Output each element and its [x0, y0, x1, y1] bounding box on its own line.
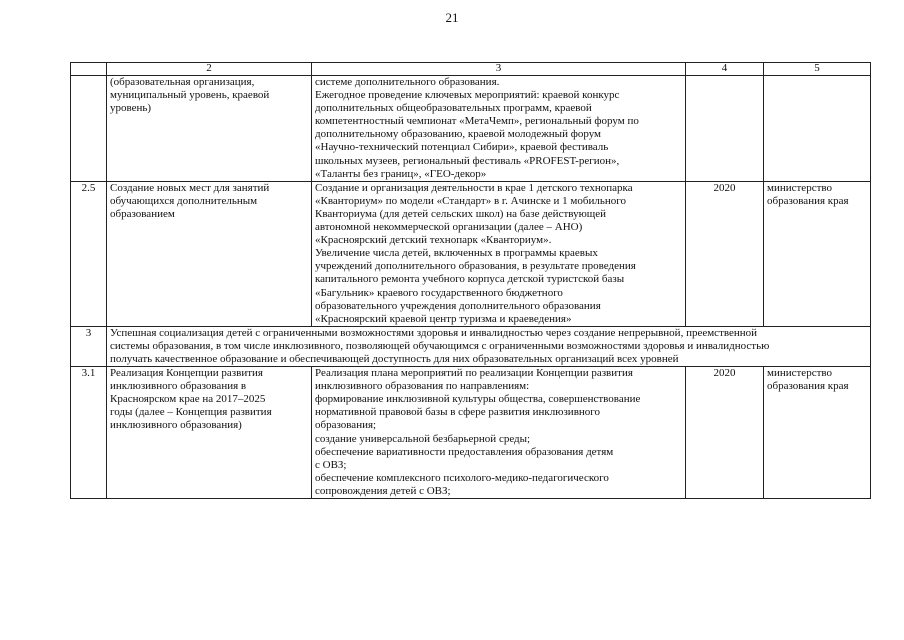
row-year: 2020: [686, 367, 764, 499]
title-line: Красноярском крае на 2017–2025: [110, 393, 266, 406]
description-line: образовательного учреждения дополнительного образования: [315, 299, 601, 312]
description-line: школьных музеев, региональный фестиваль «PROFEST-регион»,: [315, 154, 620, 167]
description-line: «Красноярский детский технопарк «Кванториум».: [315, 234, 552, 247]
row-year: 2020: [686, 181, 764, 326]
description-line: «Красноярский краевой центр туризма и краеведения»: [315, 312, 572, 325]
description-line: Реализация плана мероприятий по реализации Концепции развития: [315, 367, 633, 380]
section-row: [71, 326, 871, 366]
description-line: Кванториума (для детей сельских школ) на базе действующей: [315, 207, 607, 220]
description-line: «Научно-технический потенциал Сибири», краевой фестиваль: [315, 141, 609, 154]
description-line: нормативной правовой базы в сфере развития инклюзивного: [315, 406, 601, 419]
row-year: [686, 76, 764, 182]
row-title: [107, 76, 312, 182]
responsible-line: министерство: [767, 181, 833, 194]
title-line: инклюзивного образования в: [110, 380, 247, 393]
row-responsible: [764, 367, 871, 499]
description-line: создание универсальной безбарьерной среды;: [315, 432, 531, 445]
description-line: «Багульник» краевого государственного бюджетного: [315, 286, 563, 299]
header-col-4: 4: [686, 63, 764, 76]
description-line: Ежегодное проведение ключевых мероприятий: краевой конкурс: [315, 89, 620, 102]
header-col-1: [71, 63, 107, 76]
description-line: сопровождения детей с ОВЗ;: [315, 484, 451, 497]
description-line: компетентностный чемпионат «МетаЧемп», региональный форум по: [315, 115, 639, 128]
row-description: [312, 367, 686, 499]
section-number: 3: [71, 326, 107, 366]
section-line: получать качественное образование и обеспечивающей доступность для них образовательных организаций всех уровней: [110, 352, 679, 365]
table-header-row: [71, 63, 871, 76]
title-line: обучающихся дополнительным: [110, 194, 258, 207]
title-line: образованием: [110, 207, 175, 220]
header-col-3: 3: [312, 63, 686, 76]
description-line: образования;: [315, 419, 377, 432]
title-line: Создание новых мест для занятий: [110, 181, 270, 194]
responsible-line: образования края: [767, 380, 849, 393]
description-line: обеспечение комплексного психолого-медико-педагогического: [315, 471, 609, 484]
description-line: системе дополнительного образования.: [315, 76, 500, 88]
description-line: автономной некоммерческой организации (далее – АНО): [315, 221, 583, 234]
section-line: системы образования, в том числе инклюзивного, позволяющей обучающимся с ограниченными возможностями здоровья и инвалидностью: [110, 339, 770, 352]
header-col-2: 2: [107, 63, 312, 76]
description-line: дополнительному образованию, краевой молодежный форум: [315, 128, 602, 141]
responsible-line: министерство: [767, 367, 833, 380]
description-line: Создание и организация деятельности в крае 1 детского технопарка: [315, 181, 633, 194]
row-description: [312, 181, 686, 326]
description-line: «Таланты без границ», «ГЕО-декор»: [315, 167, 487, 180]
section-text: [107, 326, 871, 366]
title-line: (образовательная организация,: [110, 76, 255, 88]
table-row: [71, 367, 871, 499]
table-row: [71, 181, 871, 326]
title-line: Реализация Концепции развития: [110, 367, 263, 380]
title-line: годы (далее – Концепция развития: [110, 406, 272, 419]
title-line: инклюзивного образования): [110, 419, 242, 432]
description-line: инклюзивного образования по направлениям:: [315, 380, 530, 393]
table-row: [71, 76, 871, 182]
description-line: учреждений дополнительного образования, в результате проведения: [315, 260, 636, 273]
title-line: муниципальный уровень, краевой: [110, 89, 270, 102]
description-line: формирование инклюзивной культуры общества, совершенствование: [315, 393, 641, 406]
row-number: 3.1: [71, 367, 107, 499]
row-responsible: [764, 181, 871, 326]
section-line: Успешная социализация детей с ограниченными возможностями здоровья и инвалидностью через создание непрерывной, преемственной: [110, 326, 758, 339]
description-line: обеспечение вариативности предоставления образования детям: [315, 445, 614, 458]
description-line: «Кванториум» по модели «Стандарт» в г. Ачинске и 1 мобильного: [315, 194, 626, 207]
description-line: Увеличение числа детей, включенных в программы краевых: [315, 247, 598, 260]
row-number: 2.5: [71, 181, 107, 326]
activities-table: [70, 62, 871, 499]
header-col-5: 5: [764, 63, 871, 76]
page-number: 21: [445, 10, 459, 25]
row-title: [107, 181, 312, 326]
responsible-line: образования края: [767, 194, 849, 207]
title-line: уровень): [110, 102, 152, 115]
description-line: капитального ремонта учебного корпуса детской туристской базы: [315, 273, 625, 286]
row-title: [107, 367, 312, 499]
description-line: с ОВЗ;: [315, 458, 347, 471]
description-line: дополнительных общеобразовательных программ, краевой: [315, 102, 592, 115]
row-number: [71, 76, 107, 182]
row-description: [312, 76, 686, 182]
row-responsible: [764, 76, 871, 182]
